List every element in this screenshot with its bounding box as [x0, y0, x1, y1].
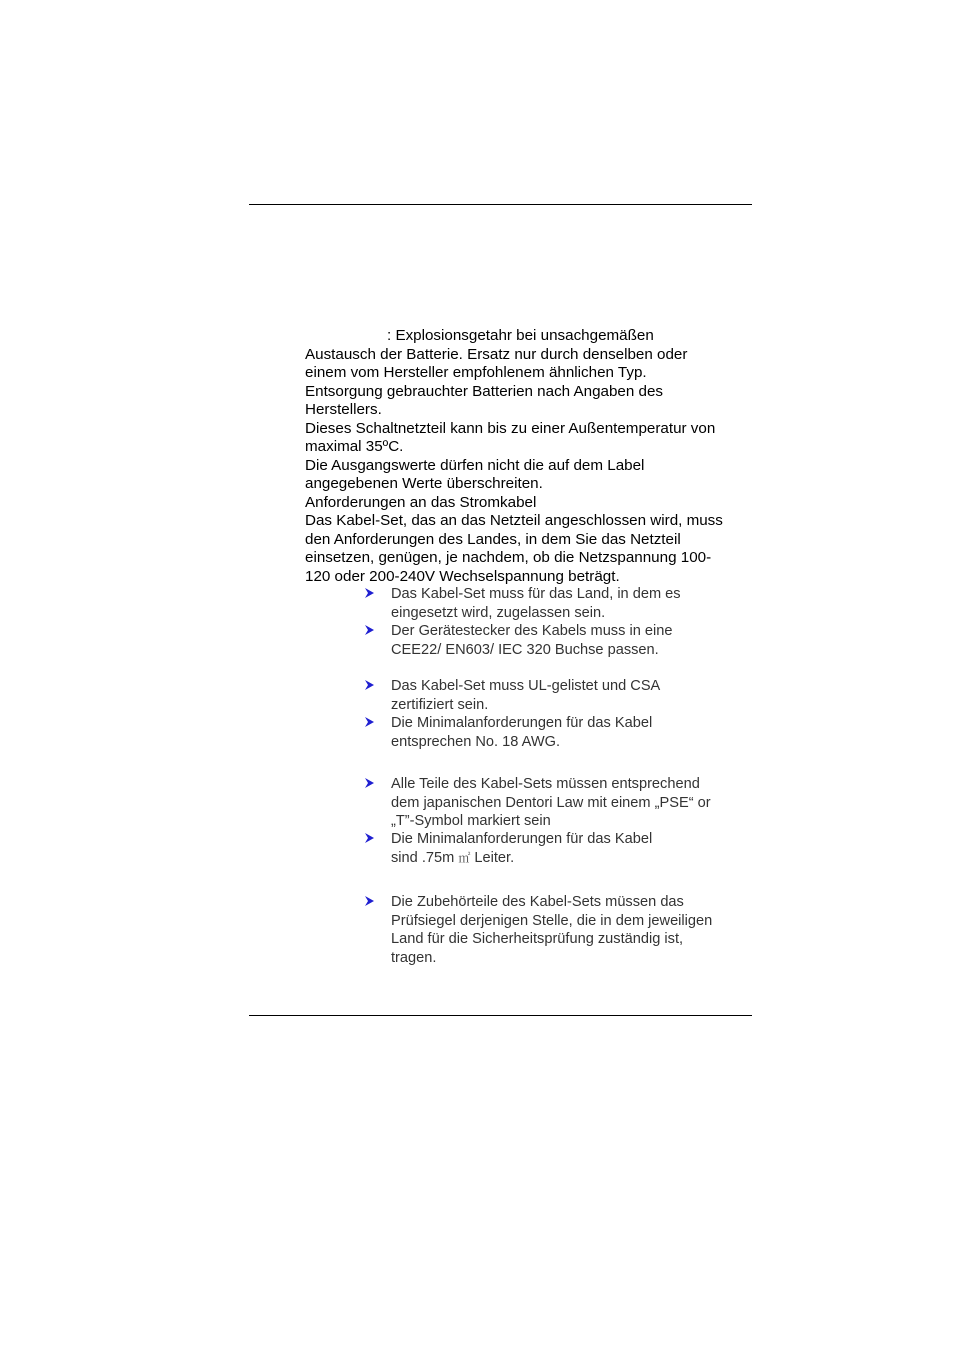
list-item-text: zertifiziert sein.: [391, 696, 489, 713]
list-item-text: tragen.: [391, 949, 437, 966]
square-meter-unit: ㎡: [458, 850, 471, 865]
arrow-bullet-icon: [364, 895, 375, 907]
list-item-text: Die Minimalanforderungen für das Kabel: [391, 831, 653, 847]
warning-line: angegebenen Werte überschreiten.: [305, 475, 543, 492]
list-item-text: Prüfsiegel derjenigen Stelle, die in dem jeweiligen: [391, 912, 713, 929]
warning-line: 120 oder 200-240V Wechselspannung beträgt.: [305, 567, 620, 585]
arrow-bullet-icon: [364, 587, 375, 599]
list-item-text: Die Minimalanforderungen für das Kabel: [391, 715, 653, 731]
list-item-text: dem japanischen Dentori Law mit einem „PSE“ or: [391, 794, 711, 811]
list-item-text: eingesetzt wird, zugelassen sein.: [391, 604, 606, 621]
list-item-text-prefix: sind .75m: [391, 849, 459, 866]
warning-line: Die Ausgangswerte dürfen nicht die auf dem Label: [305, 456, 645, 474]
list-item-text: Das Kabel-Set muss für das Land, in dem es: [391, 586, 681, 602]
warning-line: einem vom Hersteller empfohlenem ähnlichen Typ.: [305, 364, 647, 381]
list-item-text: Das Kabel-Set muss UL-gelistet und CSA: [391, 678, 661, 694]
list-item-text: Die Zubehörteile des Kabel-Sets müssen das: [391, 894, 684, 910]
warning-line: maximal 35ºC.: [305, 438, 404, 455]
arrow-bullet-icon: [364, 832, 375, 844]
warning-line: Austausch der Batterie. Ersatz nur durch denselben oder: [305, 345, 688, 363]
bottom-rule: [249, 1015, 752, 1016]
arrow-bullet-icon: [364, 777, 375, 789]
list-item-text: Alle Teile des Kabel-Sets müssen entsprechend: [391, 776, 700, 792]
warning-line: Entsorgung gebrauchter Batterien nach Angaben des: [305, 382, 664, 400]
list-item-text-suffix: Leiter.: [470, 849, 515, 866]
arrow-bullet-icon: [364, 716, 375, 728]
list-item-text: Der Gerätestecker des Kabels muss in eine: [391, 623, 673, 639]
list-item-text: „T”-Symbol markiert sein: [391, 813, 551, 830]
section-heading: Anforderungen an das Stromkabel: [305, 493, 537, 511]
warning-line: Das Kabel-Set, das an das Netzteil angeschlossen wird, muss: [305, 512, 723, 529]
warning-line: Herstellers.: [305, 401, 382, 418]
arrow-bullet-icon: [364, 624, 375, 636]
warning-line: : Explosionsgetahr bei unsachgemäßen: [387, 327, 654, 344]
warning-line: einsetzen, genügen, je nachdem, ob die Netzspannung 100-: [305, 549, 712, 566]
list-item-text: [391, 849, 754, 868]
warning-line: den Anforderungen des Landes, in dem Sie das Netzteil: [305, 530, 681, 548]
list-item-text: Land für die Sicherheitsprüfung zuständig ist,: [391, 931, 684, 948]
list-item-text: entsprechen No. 18 AWG.: [391, 733, 560, 750]
arrow-bullet-icon: [364, 679, 375, 691]
top-rule: [249, 204, 752, 205]
list-item-text: CEE22/ EN603/ IEC 320 Buchse passen.: [391, 641, 659, 658]
warning-text-block: [305, 327, 755, 586]
warning-line: Dieses Schaltnetzteil kann bis zu einer Außentemperatur von: [305, 419, 716, 437]
